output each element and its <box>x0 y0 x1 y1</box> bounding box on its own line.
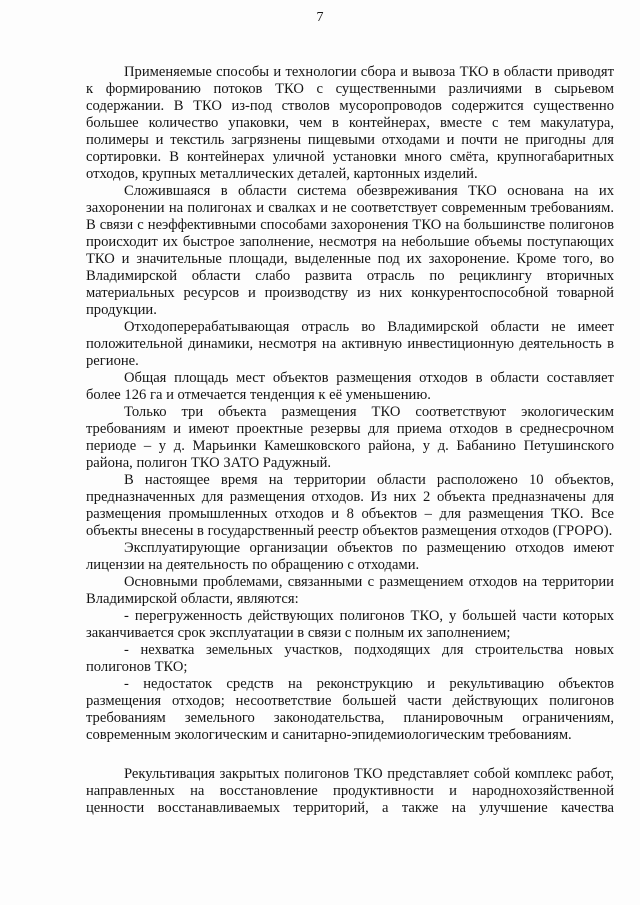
paragraph-processing-industry: Отходоперерабатывающая отрасль во Владимирской области не имеет положительной динамики, несмотря на активную инвестиционную деятельность в регионе. <box>86 319 614 369</box>
list-item-overloaded-landfills: - перегруженность действующих полигонов ТКО, у большей части которых заканчивается срок эксплуатации в связи с полным их заполнением; <box>86 608 614 641</box>
paragraph-licenses: Эксплуатирующие организации объектов по размещению отходов имеют лицензии на деятельность по обращению с отходами. <box>86 540 614 573</box>
paragraph-disposal-system: Сложившаяся в области система обезвреживания ТКО основана на их захоронении на полигонах и свалках и не соответствует современным требованиям. В связи с неэффективными способами захоронения ТКО на большинстве полигонов происходит их быстрое заполнение, несмотря на небольшие объемы поступающих ТКО и значительные площади, выделенные под их захоронение. Кроме того, во Владимирской области слабо развита отрасль по рециклингу вторичных материальных ресурсов и производству из них конкурентоспособной товарной продукции. <box>86 183 614 318</box>
paragraph-collection-methods: Применяемые способы и технологии сбора и вывоза ТКО в области приводят к формированию потоков ТКО с существенными различиями в сырьевом содержании. В ТКО из-под стволов мусоропроводов содержится существенно большее количество упаковки, чем в контейнерах, вместе с тем макулатура, полимеры и текстиль загрязнены пищевыми отходами и почти не пригодны для сортировки. В контейнерах уличной установки много смёта, крупногабаритных отходов, крупных металлических деталей, картонных изделий. <box>86 64 614 182</box>
paragraph-total-area: Общая площадь мест объектов размещения отходов в области составляет более 126 га и отмечается тенденция к её уменьшению. <box>86 370 614 403</box>
paragraph-ten-objects: В настоящее время на территории области расположено 10 объектов, предназначенных для размещения отходов. Из них 2 объекта предназначены для размещения промышленных отходов и 8 объектов – для размещения ТКО. Все объекты внесены в государственный реестр объектов размещения отходов (ГРОРО). <box>86 472 614 539</box>
paragraph-three-objects: Только три объекта размещения ТКО соответствуют экологическим требованиям и имеют проектные резервы для приема отходов в среднесрочном периоде – у д. Марьинки Камешковского района, у д. Бабанино Петушинского района, полигон ТКО ЗАТО Радужный. <box>86 404 614 471</box>
list-item-lack-of-funds: - недостаток средств на реконструкцию и рекультивацию объектов размещения отходов; несоответствие большей части действующих полигонов требованиям земельного законодательства, планировочным ограничениям, современным экологическим и санитарно-эпидемиологическим требованиям. <box>86 676 614 743</box>
page-number: 7 <box>316 10 324 25</box>
paragraph-recultivation: Рекультивация закрытых полигонов ТКО представляет собой комплекс работ, направленных на восстановление продуктивности и народнохозяйственной ценности восстанавливаемых территорий, а также на улучшение качества <box>86 766 614 816</box>
paragraph-main-problems: Основными проблемами, связанными с размещением отходов на территории Владимирской области, являются: <box>86 574 614 607</box>
list-item-land-shortage: - нехватка земельных участков, подходящих для строительства новых полигонов ТКО; <box>86 642 614 675</box>
document-body <box>86 64 614 817</box>
